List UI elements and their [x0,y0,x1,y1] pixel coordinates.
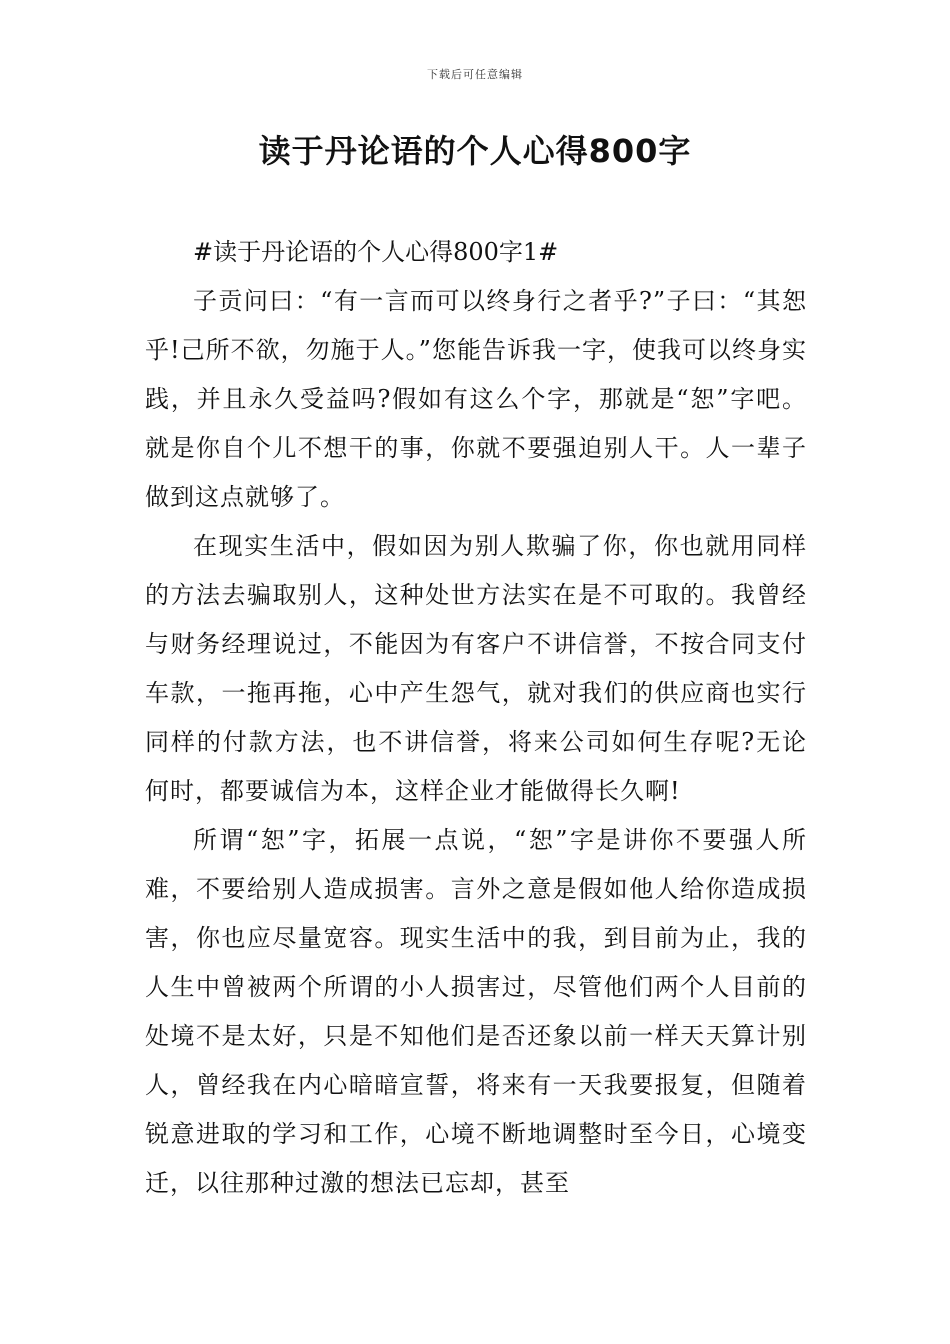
paragraph-2: 在现实生活中，假如因为别人欺骗了你，你也就用同样的方法去骗取别人，这种处世方法实在是不可取的。我曾经与财务经理说过，不能因为有客户不讲信誉，不按合同支付车款，一拖再拖，心中产生怨气，就对我们的供应商也实行同样的付款方法，也不讲信誉，将来公司如何生存呢?无论何时，都要诚信为本，这样企业才能做得长久啊! [145,532,807,805]
paragraph-1: 子贡问曰：“有一言而可以终身行之者乎?”子曰：“其恕乎!己所不欲，勿施于人。”您能告诉我一字，使我可以终身实践，并且永久受益吗?假如有这么个字，那就是“恕”字吧。就是你自个儿不想干的事，你就不要强迫别人干。人一辈子做到这点就够了。 [145,287,807,511]
header-note: 下载后可任意编辑 [427,68,523,81]
paragraph-3: 所谓“恕”字，拓展一点说，“恕”字是讲你不要强人所难，不要给别人造成损害。言外之意是假如他人给你造成损害，你也应尽量宽容。现实生活中的我，到目前为止，我的人生中曾被两个所谓的小人损害过，尽管他们两个人目前的处境不是太好，只是不知他们是否还象以前一样天天算计别人，曾经我在内心暗暗宣誓，将来有一天我要报复，但随着锐意进取的学习和工作，心境不断地调整时至今日，心境变迁，以往那种过激的想法已忘却，甚至 [145,826,807,1197]
document-body [145,228,807,1208]
document-title: 读于丹论语的个人心得800字 [258,132,692,170]
section-heading: #读于丹论语的个人心得800字1# [193,238,559,266]
